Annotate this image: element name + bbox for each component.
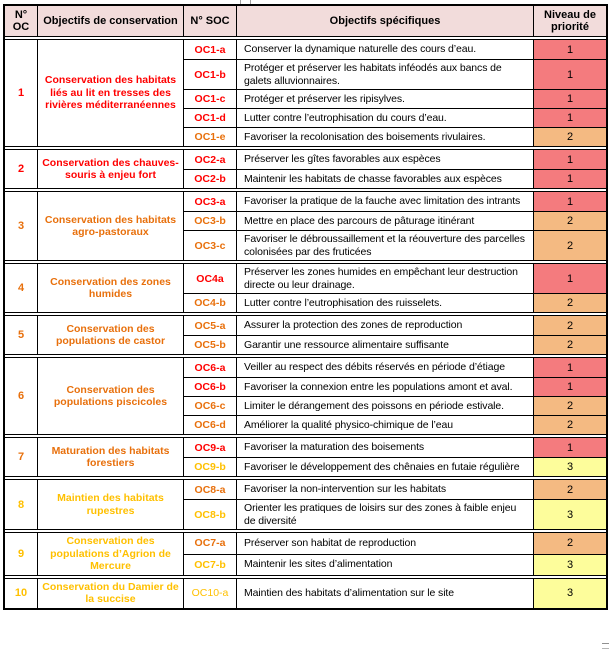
oc-title: Maintien des habitats rupestres [37, 480, 183, 529]
conservation-section [5, 476, 606, 529]
soc-code: OC1-a [183, 40, 236, 59]
objective-text: Protéger et préserver les ripisylves. [236, 89, 533, 108]
soc-code: OC5-a [183, 316, 236, 335]
conservation-section [5, 36, 606, 146]
soc-code: OC2-a [183, 150, 236, 169]
soc-code: OC1-b [183, 59, 236, 89]
objective-text: Favoriser la non-intervention sur les habitats [236, 480, 533, 499]
oc-title: Conservation des populations de castor [37, 316, 183, 354]
objective-text: Orienter les pratiques de loisirs sur des zones à faible enjeu de diversité [236, 499, 533, 529]
objective-text: Favoriser la maturation des boisements [236, 438, 533, 457]
soc-code: OC2-b [183, 169, 236, 188]
soc-code: OC9-b [183, 457, 236, 476]
priority-cell: 1 [533, 150, 606, 169]
soc-code: OC1-c [183, 89, 236, 108]
objective-text: Favoriser la pratique de la fauche avec limitation des intrants [236, 192, 533, 211]
objective-text: Favoriser le développement des chênaies en futaie régulière [236, 457, 533, 476]
conservation-section [5, 188, 606, 260]
objective-text: Préserver son habitat de reproduction [236, 533, 533, 554]
priority-cell: 1 [533, 192, 606, 211]
oc-number: 4 [17, 282, 25, 294]
objective-text: Lutter contre l’eutrophisation des ruisselets. [236, 293, 533, 312]
objective-text: Maintenir les sites d’alimentation [236, 554, 533, 575]
conservation-section [5, 434, 606, 476]
conservation-section [5, 312, 606, 354]
oc-title: Conservation des zones humides [37, 264, 183, 312]
soc-code: OC1-e [183, 127, 236, 146]
column-header-priority: Niveau de priorité [533, 6, 606, 36]
objective-text: Préserver les gîtes favorables aux espèces [236, 150, 533, 169]
oc-title: Conservation des habitats agro-pastoraux [37, 192, 183, 260]
priority-cell: 2 [533, 293, 606, 312]
soc-code: OC7-a [183, 533, 236, 554]
objective-text: Mettre en place des parcours de pâturage itinérant [236, 211, 533, 230]
objective-text: Favoriser la recolonisation des boisements rivulaires. [236, 127, 533, 146]
conservation-section [5, 354, 606, 434]
conservation-objectives-table [3, 4, 608, 610]
soc-code: OC6-a [183, 358, 236, 377]
soc-code: OC3-c [183, 230, 236, 260]
soc-code: OC10-a [183, 579, 236, 608]
column-header-oc-number: N° OC [12, 9, 30, 33]
oc-title: Maturation des habitats forestiers [37, 438, 183, 476]
conservation-section [5, 529, 606, 575]
objective-text: Maintenir les habitats de chasse favorables aux espèces [236, 169, 533, 188]
oc-number: 7 [17, 451, 25, 463]
soc-code: OC3-b [183, 211, 236, 230]
priority-cell: 2 [533, 211, 606, 230]
oc-title: Conservation des chauves-souris à enjeu fort [37, 150, 183, 188]
table-header [5, 6, 606, 36]
soc-code: OC7-b [183, 554, 236, 575]
column-header-specific: Objectifs spécifiques [236, 6, 533, 36]
priority-cell: 3 [533, 579, 606, 608]
soc-code: OC1-d [183, 108, 236, 127]
conservation-section [5, 146, 606, 188]
oc-number: 6 [17, 390, 25, 402]
priority-cell: 2 [533, 533, 606, 554]
column-header-soc-number: N° SOC [183, 6, 236, 36]
conservation-section [5, 260, 606, 312]
priority-cell: 3 [533, 457, 606, 476]
soc-code: OC3-a [183, 192, 236, 211]
priority-cell: 1 [533, 40, 606, 59]
objective-text: Favoriser la connexion entre les populations amont et aval. [236, 377, 533, 396]
conservation-section [5, 575, 606, 608]
objective-text: Conserver la dynamique naturelle des cours d’eau. [236, 40, 533, 59]
objective-text: Préserver les zones humides en empêchant leur destruction directe ou leur drainage. [236, 264, 533, 293]
priority-cell: 2 [533, 335, 606, 354]
priority-cell: 3 [533, 554, 606, 575]
priority-cell: 2 [533, 480, 606, 499]
oc-number: 2 [17, 163, 25, 175]
priority-cell: 2 [533, 316, 606, 335]
objective-text: Veiller au respect des débits réservés en période d’étiage [236, 358, 533, 377]
soc-code: OC9-a [183, 438, 236, 457]
objective-text: Assurer la protection des zones de reproduction [236, 316, 533, 335]
oc-number: 8 [17, 498, 25, 511]
objective-text: Améliorer la qualité physico-chimique de l’eau [236, 415, 533, 434]
objective-text: Limiter le dérangement des poissons en période estivale. [236, 396, 533, 415]
priority-cell: 1 [533, 59, 606, 89]
objective-text: Garantir une ressource alimentaire suffisante [236, 335, 533, 354]
page-corner-artifact [602, 643, 609, 649]
soc-code: OC6-c [183, 396, 236, 415]
priority-cell: 1 [533, 264, 606, 293]
oc-title: Conservation des populations d’Agrion de Mercure [37, 533, 183, 575]
priority-cell: 3 [533, 499, 606, 529]
priority-cell: 2 [533, 415, 606, 434]
priority-cell: 1 [533, 377, 606, 396]
objective-text: Protéger et préserver les habitats inféodés aux bancs de galets alluvionnaires. [236, 59, 533, 89]
soc-code: OC6-b [183, 377, 236, 396]
priority-cell: 2 [533, 127, 606, 146]
oc-number: 5 [17, 329, 25, 341]
priority-cell: 1 [533, 169, 606, 188]
soc-code: OC4-b [183, 293, 236, 312]
column-header-objectives: Objectifs de conservation [37, 6, 183, 36]
priority-cell: 1 [533, 438, 606, 457]
soc-code: OC4a [183, 264, 236, 293]
oc-title: Conservation des habitats liés au lit en tresses des rivières méditerranéennes [37, 40, 183, 146]
oc-number: 1 [17, 87, 25, 99]
oc-title: Conservation des populations piscicoles [37, 358, 183, 434]
soc-code: OC5-b [183, 335, 236, 354]
oc-title: Conservation du Damier de la succise [37, 579, 183, 608]
soc-code: OC8-b [183, 499, 236, 529]
priority-cell: 1 [533, 89, 606, 108]
priority-cell: 1 [533, 108, 606, 127]
objective-text: Favoriser le débroussaillement et la réouverture des parcelles colonisées par des fruticées [236, 230, 533, 260]
soc-code: OC8-a [183, 480, 236, 499]
oc-number: 10 [14, 587, 28, 599]
priority-cell: 1 [533, 358, 606, 377]
objective-text: Maintien des habitats d’alimentation sur le site [236, 579, 533, 608]
priority-cell: 2 [533, 396, 606, 415]
objective-text: Lutter contre l’eutrophisation du cours d’eau. [236, 108, 533, 127]
priority-cell: 2 [533, 230, 606, 260]
soc-code: OC6-d [183, 415, 236, 434]
oc-number: 9 [17, 547, 25, 560]
oc-number: 3 [17, 220, 25, 232]
